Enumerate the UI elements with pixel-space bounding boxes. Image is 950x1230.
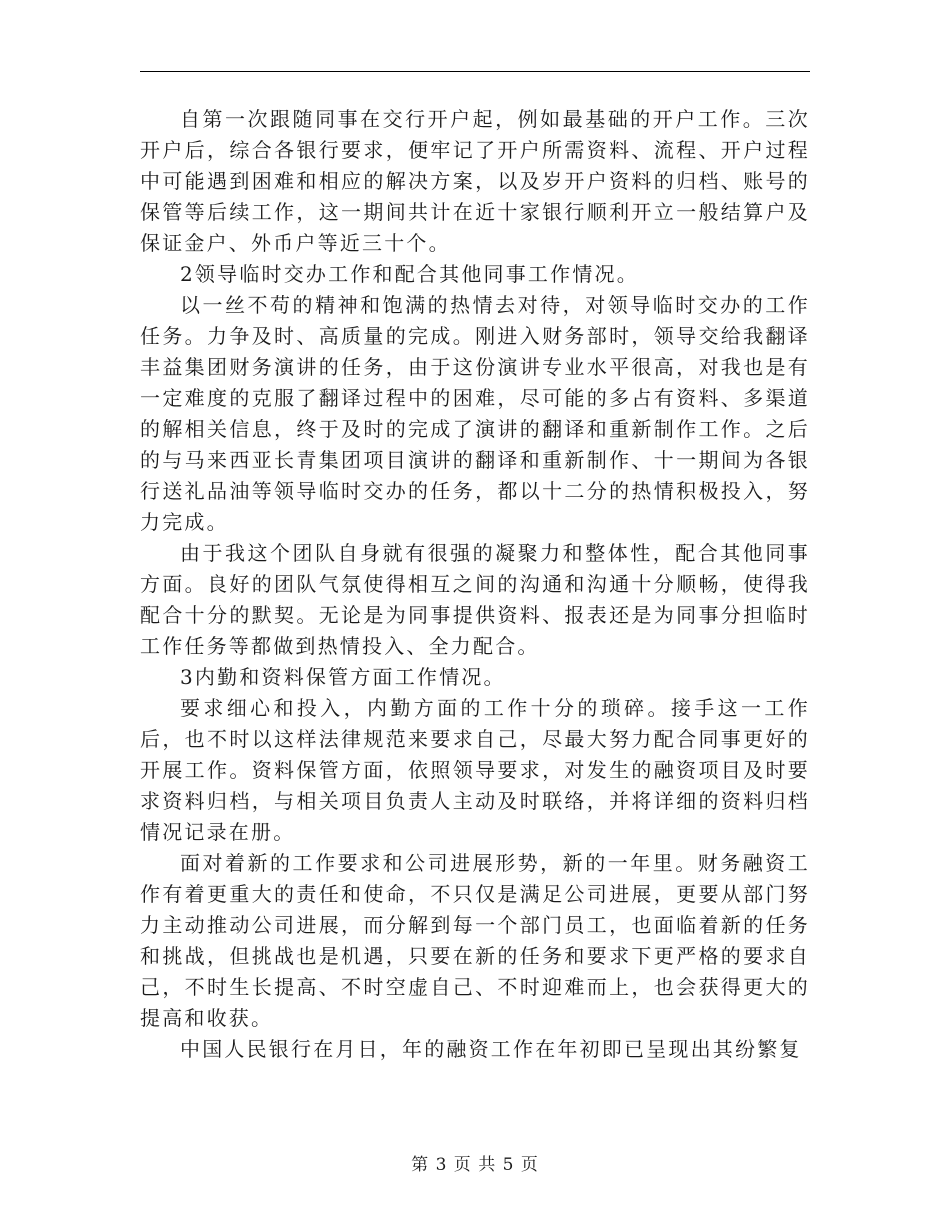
paragraph-records-management: 要求细心和投入，内勤方面的工作十分的琐碎。接手这一工作后，也不时以这样法律规范来要求自己，尽最大努力配合同事更好的开展工作。资料保管方面，依照领导要求，对发生的融资项目及时要求资料归档，与相关项目负责人主动及时联络，并将详细的资料归档情况记录在册。 [140,696,810,844]
section-heading-temporary-tasks: 2领导临时交办工作和配合其他同事工作情况。 [180,262,639,286]
page-number-footer: 第 3 页 共 5 页 [411,1155,539,1175]
paragraph-continued: 中国人民银行在月日，年的融资工作在年初即已呈现出其纷繁复 [180,1037,802,1061]
paragraph-temporary-tasks: 以一丝不苟的精神和饱满的热情去对待，对领导临时交办的工作任务。力争及时、高质量的完成。刚进入财务部时，领导交给我翻译丰益集团财务演讲的任务，由于这份演讲专业水平很高，对我也是有一定难度的克服了翻译过程中的困难，尽可能的多占有资料、多渠道的解相关信息，终于及时的完成了演讲的翻译和重新制作工作。之后的与马来西亚长青集团项目演讲的翻译和重新制作、十一期间为各银行送礼品油等领导临时交办的任务，都以十二分的热情积极投入，努力完成。 [140,293,810,534]
paragraph-account-opening: 自第一次跟随同事在交行开户起，例如最基础的开户工作。三次开户后，综合各银行要求，便牢记了开户所需资料、流程、开户过程中可能遇到困难和相应的解决方案，以及岁开户资料的归档、账号的保管等后续工作，这一期间共计在近十家银行顺利开立一般结算户及保证金户、外币户等近三十个。 [140,107,810,255]
paragraph-new-year-outlook: 面对着新的工作要求和公司进展形势，新的一年里。财务融资工作有着更重大的责任和使命，不只仅是满足公司进展，更要从部门努力主动推动公司进展，而分解到每一个部门员工，也面临着新的任务和挑战，但挑战也是机遇，只要在新的任务和要求下更严格的要求自己，不时生长提高、不时空虚自己、不时迎难而上，也会获得更大的提高和收获。 [140,851,810,1030]
document-body [140,104,810,1065]
section-heading-records-management: 3内勤和资料保管方面工作情况。 [180,665,506,689]
paragraph-team-cooperation: 由于我这个团队自身就有很强的凝聚力和整体性，配合其他同事方面。良好的团队气氛使得相互之间的沟通和沟通十分顺畅，使得我配合十分的默契。无论是为同事提供资料、报表还是为同事分担临时工作任务等都做到热情投入、全力配合。 [140,541,810,658]
header-rule [140,71,810,72]
